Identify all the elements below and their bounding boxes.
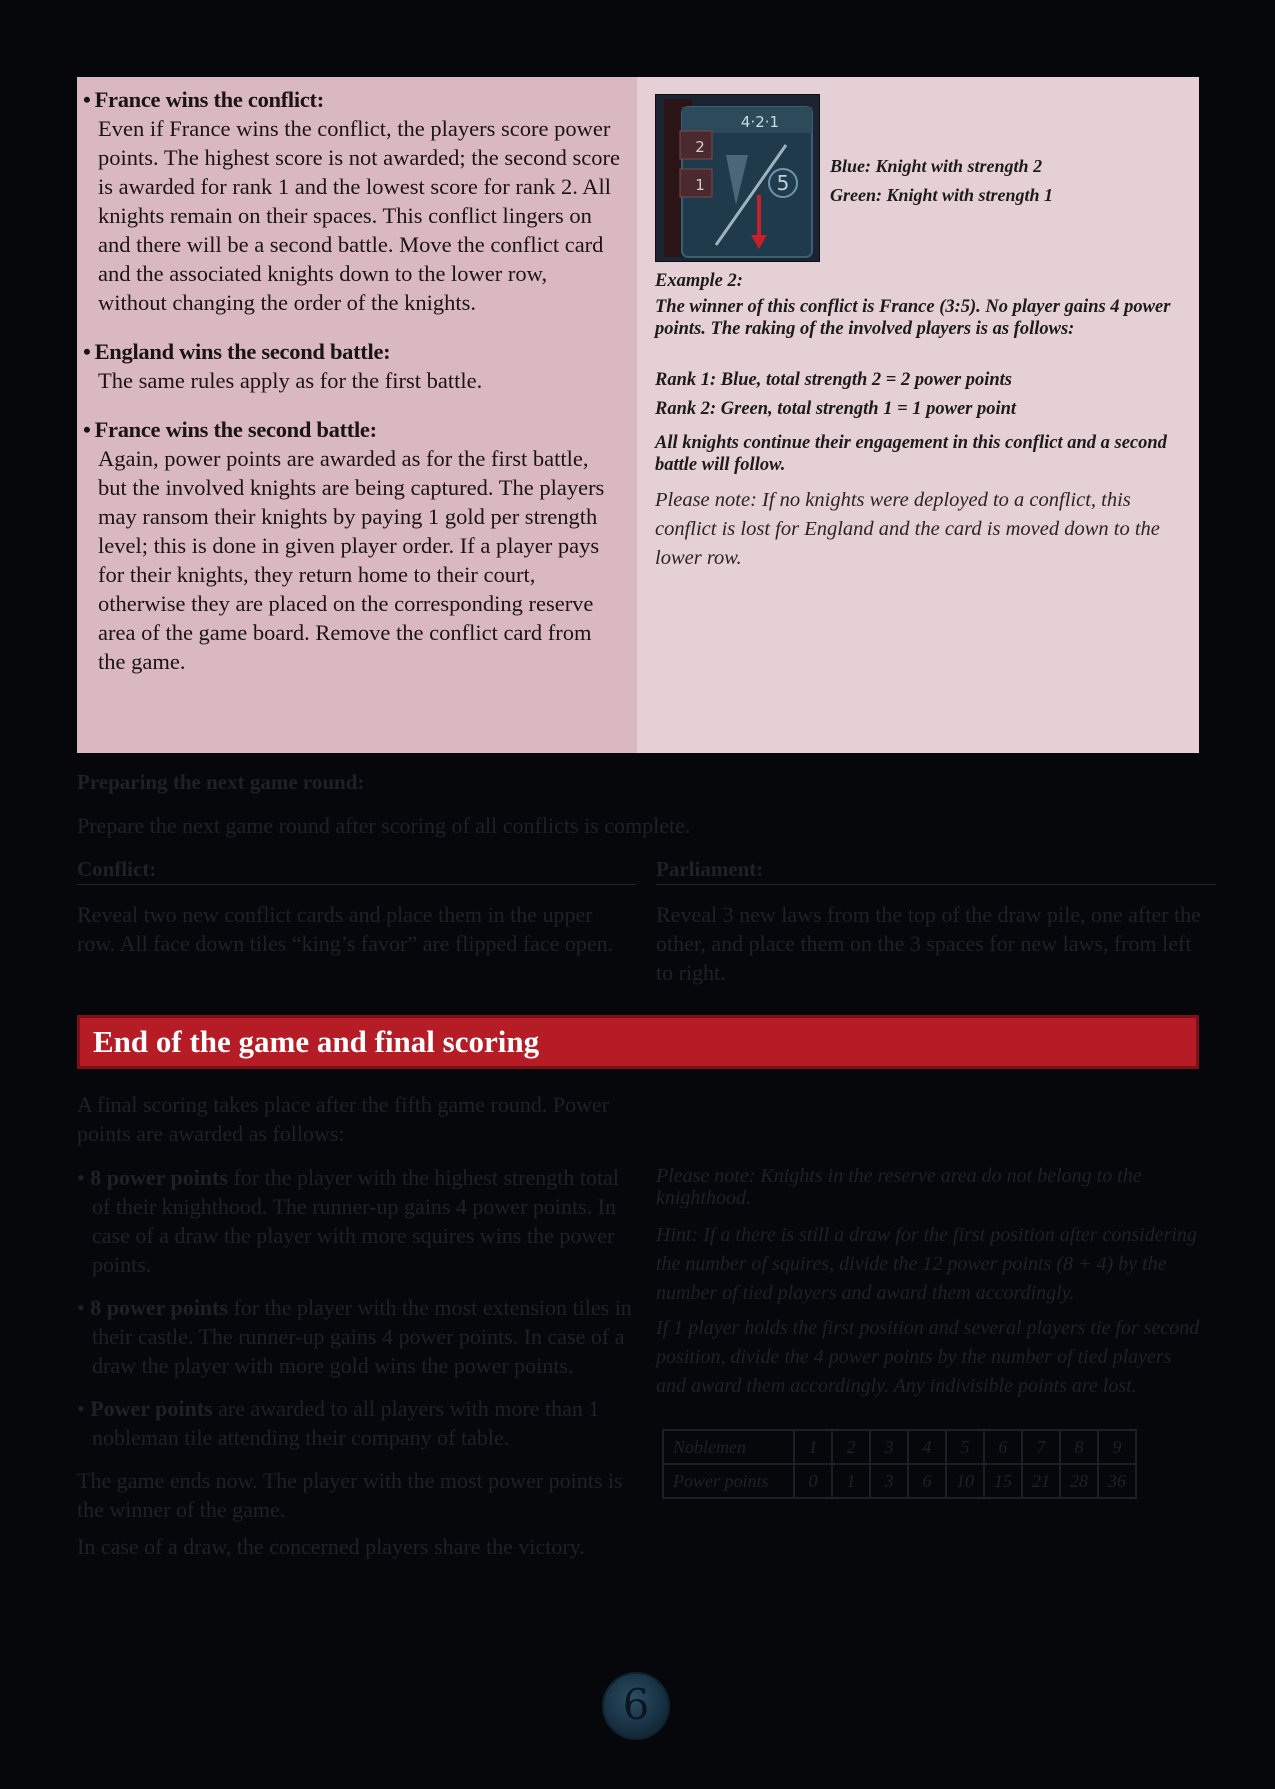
table-row: Power points 0 1 3 6 10 15 21 28 36 <box>663 1464 1136 1498</box>
rule-heading: England wins the second battle: <box>94 339 391 364</box>
example-title: Example 2: <box>655 271 743 291</box>
hint-1: Hint: If a there is still a draw for the first position after considering the number of squires, divide the 12 power points (8 + 4) by the number of tied players and award them accordingly. <box>656 1224 1197 1304</box>
final-scoring-notes <box>656 1165 1201 1407</box>
table-row: Noblemen 1 2 3 4 5 6 7 8 9 <box>663 1430 1136 1464</box>
legend-blue: Blue: Knight with strength 2 <box>830 156 1043 176</box>
conflict-card-illustration <box>656 95 819 261</box>
conflict-heading: Conflict: <box>77 857 637 885</box>
final-scoring-intro: A final scoring takes place after the fifth game round. Power points are awarded as follows: <box>77 1092 610 1146</box>
parliament-text: Reveal 3 new laws from the top of the draw pile, one after the other, and place them on the 3 spaces for new laws, from left to right. <box>656 902 1201 985</box>
example-follow: All knights continue their engagement in this conflict and a second battle will follow. <box>655 433 1167 475</box>
parliament-heading: Parliament: <box>656 857 1216 885</box>
list-item: • Power points are awarded to all players with more than 1 nobleman tile attending their company of table. <box>77 1396 600 1450</box>
conflict-text: Reveal two new conflict cards and place them in the upper row. All face down tiles “king’s favor” are flipped face open. <box>77 902 614 956</box>
conflict-rules-panel <box>77 77 1199 753</box>
conflict-card-image <box>655 94 820 262</box>
final-scoring-list <box>77 1163 637 1569</box>
card-ratio: 4·2·1 <box>740 113 780 131</box>
rule-item: • England wins the second battle: The same rules apply as for the first battle. <box>83 337 621 395</box>
rule-text: Even if France wins the conflict, the players score power points. The highest score is not awarded; the second score is awarded for rank 1 and the lowest score for rank 2. All knights remain on their spaces. This conflict lingers on and there will be a second battle. Move the conflict card and the associated knights down to the lower row, without changing the order of the knights. <box>98 116 620 315</box>
top-icon-number: 2 <box>695 138 705 156</box>
example-note: Please note: If no knights were deployed to a conflict, this conflict is lost for England and the card is moved down to the lower row. <box>655 489 1160 569</box>
bottom-icon-number: 1 <box>695 176 705 194</box>
example-text: The winner of this conflict is France (3:5). No player gains 4 power points. The raking of the involved players is as follows: <box>655 297 1171 339</box>
rank-1: Rank 1: Blue, total strength 2 = 2 power points <box>655 370 1012 390</box>
list-item: • 8 power points for the player with the most extension tiles in their castle. The runner-up gains 4 power points. In case of a draw the player with more gold wins the power points. <box>77 1295 632 1378</box>
reserve-note: Please note: Knights in the reserve area do not belong to the knighthood. <box>656 1165 1142 1209</box>
noblemen-table <box>662 1429 1137 1499</box>
rule-text: The same rules apply as for the first battle. <box>98 368 483 393</box>
card-number: 5 <box>776 171 790 195</box>
example-column <box>637 77 1199 753</box>
preparing-heading: Preparing the next game round: <box>77 770 365 794</box>
list-item: • 8 power points for the player with the highest strength total of their knighthood. The runner-up gains 4 power points. In case of a draw the player with more squires wins the power points. <box>77 1165 619 1277</box>
preparing-text: Prepare the next game round after scoring of all conflicts is complete. <box>77 813 691 838</box>
rule-text: Again, power points are awarded as for the first battle, but the involved knights are being captured. The players may ransom their knights by paying 1 gold per strength level; this is done in given player order. If a player pays for their knights, they return home to their court, otherwise they are placed on the corresponding reserve area of the game board. Remove the conflict card from the game. <box>98 446 605 674</box>
knight-legend <box>830 152 1053 210</box>
end-of-game-banner: End of the game and final scoring <box>77 1015 1199 1069</box>
rule-item: • France wins the conflict: Even if France wins the conflict, the players score power points. The highest score is not awarded; the second score is awarded for rank 1 and the lowest score for rank 2. All knights remain on their spaces. This conflict lingers on and there will be a second battle. Move the conflict card and the associated knights down to the lower row, without changing the order of the knights. <box>83 87 620 315</box>
page-number: 6 <box>602 1672 670 1740</box>
rank-2: Rank 2: Green, total strength 1 = 1 power point <box>655 399 1017 419</box>
rule-heading: France wins the conflict: <box>94 87 324 112</box>
rule-item: • France wins the second battle: Again, power points are awarded as for the first battle, but the involved knights are being captured. The players may ransom their knights by paying 1 gold per strength level; this is done in given player order. If a player pays for their knights, they return home to their court, otherwise they are placed on the corresponding reserve area of the game board. Remove the conflict card from the game. <box>83 415 621 676</box>
draw-text: In case of a draw, the concerned players share the victory. <box>77 1534 585 1559</box>
hint-2: If 1 player holds the first position and several players tie for second position, divide the 4 power points by the number of tied players and award them accordingly. Any indivisible points are lost. <box>656 1317 1200 1397</box>
rules-column <box>77 77 637 753</box>
game-ends-text: The game ends now. The player with the most power points is the winner of the game. <box>77 1468 623 1522</box>
legend-green: Green: Knight with strength 1 <box>830 185 1054 205</box>
rule-heading: France wins the second battle: <box>94 417 377 442</box>
